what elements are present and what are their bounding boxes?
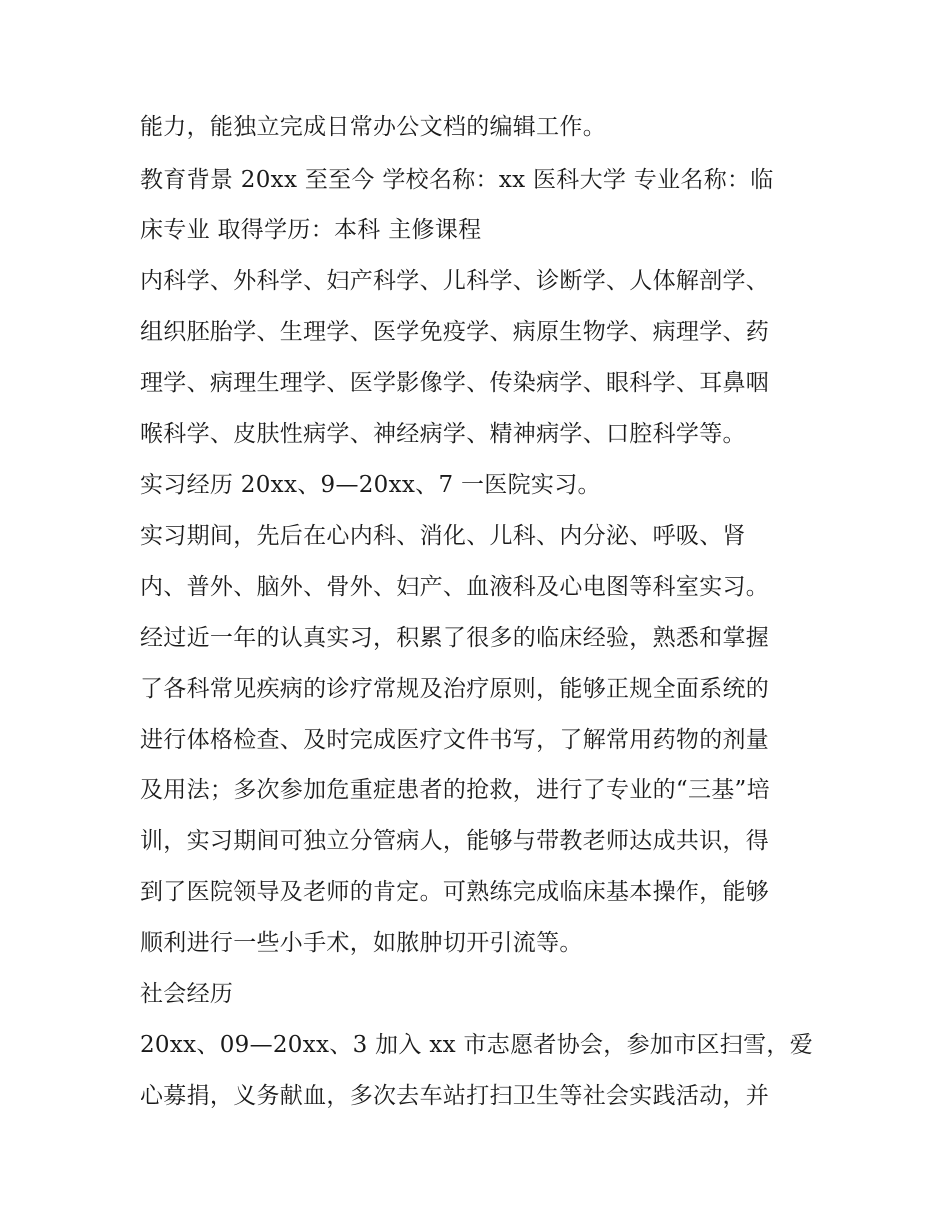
text-line: 顺利进行一些小手术，如脓肿切开引流等。 xyxy=(140,930,583,956)
text-line: 教育背景 20xx 至至今 学校名称：xx 医科大学 专业名称：临 xyxy=(140,167,774,193)
text-line: 能力，能独立完成日常办公文档的编辑工作。 xyxy=(140,114,606,140)
text-line: 床专业 取得学历：本科 主修课程 xyxy=(140,217,482,243)
text-line: 理学、病理生理学、医学影像学、传染病学、眼科学、耳鼻咽 xyxy=(140,370,770,396)
section-heading: 社会经历 xyxy=(140,981,234,1007)
text-line: 到了医院领导及老师的肯定。可熟练完成临床基本操作，能够 xyxy=(140,879,770,905)
text-line: 进行体格检查、及时完成医疗文件书写，了解常用药物的剂量 xyxy=(140,727,770,753)
text-line: 组织胚胎学、生理学、医学免疫学、病原生物学、病理学、药 xyxy=(140,319,770,345)
text-line: 实习期间，先后在心内科、消化、儿科、内分泌、呼吸、肾 xyxy=(140,523,746,549)
text-line: 实习经历 20xx、9—20xx、7 一医院实习。 xyxy=(140,472,601,498)
text-line: 及用法；多次参加危重症患者的抢救，进行了专业的“三基”培 xyxy=(140,777,770,803)
text-line: 经过近一年的认真实习，积累了很多的临床经验，熟悉和掌握 xyxy=(140,625,770,651)
text-line: 内科学、外科学、妇产科学、儿科学、诊断学、人体解剖学、 xyxy=(140,268,770,294)
text-line: 训，实习期间可独立分管病人，能够与带教老师达成共识，得 xyxy=(140,828,770,854)
text-line: 内、普外、脑外、骨外、妇产、血液科及心电图等科室实习。 xyxy=(140,574,770,600)
text-line: 心募捐，义务献血，多次去车站打扫卫生等社会实践活动，并 xyxy=(140,1083,770,1109)
text-line: 喉科学、皮肤性病学、神经病学、精神病学、口腔科学等。 xyxy=(140,421,746,447)
text-line: 20xx、09—20xx、3 加入 xx 市志愿者协会，参加市区扫雪，爱 xyxy=(140,1032,813,1058)
text-line: 了各科常见疾病的诊疗常规及治疗原则，能够正规全面系统的 xyxy=(140,676,770,702)
